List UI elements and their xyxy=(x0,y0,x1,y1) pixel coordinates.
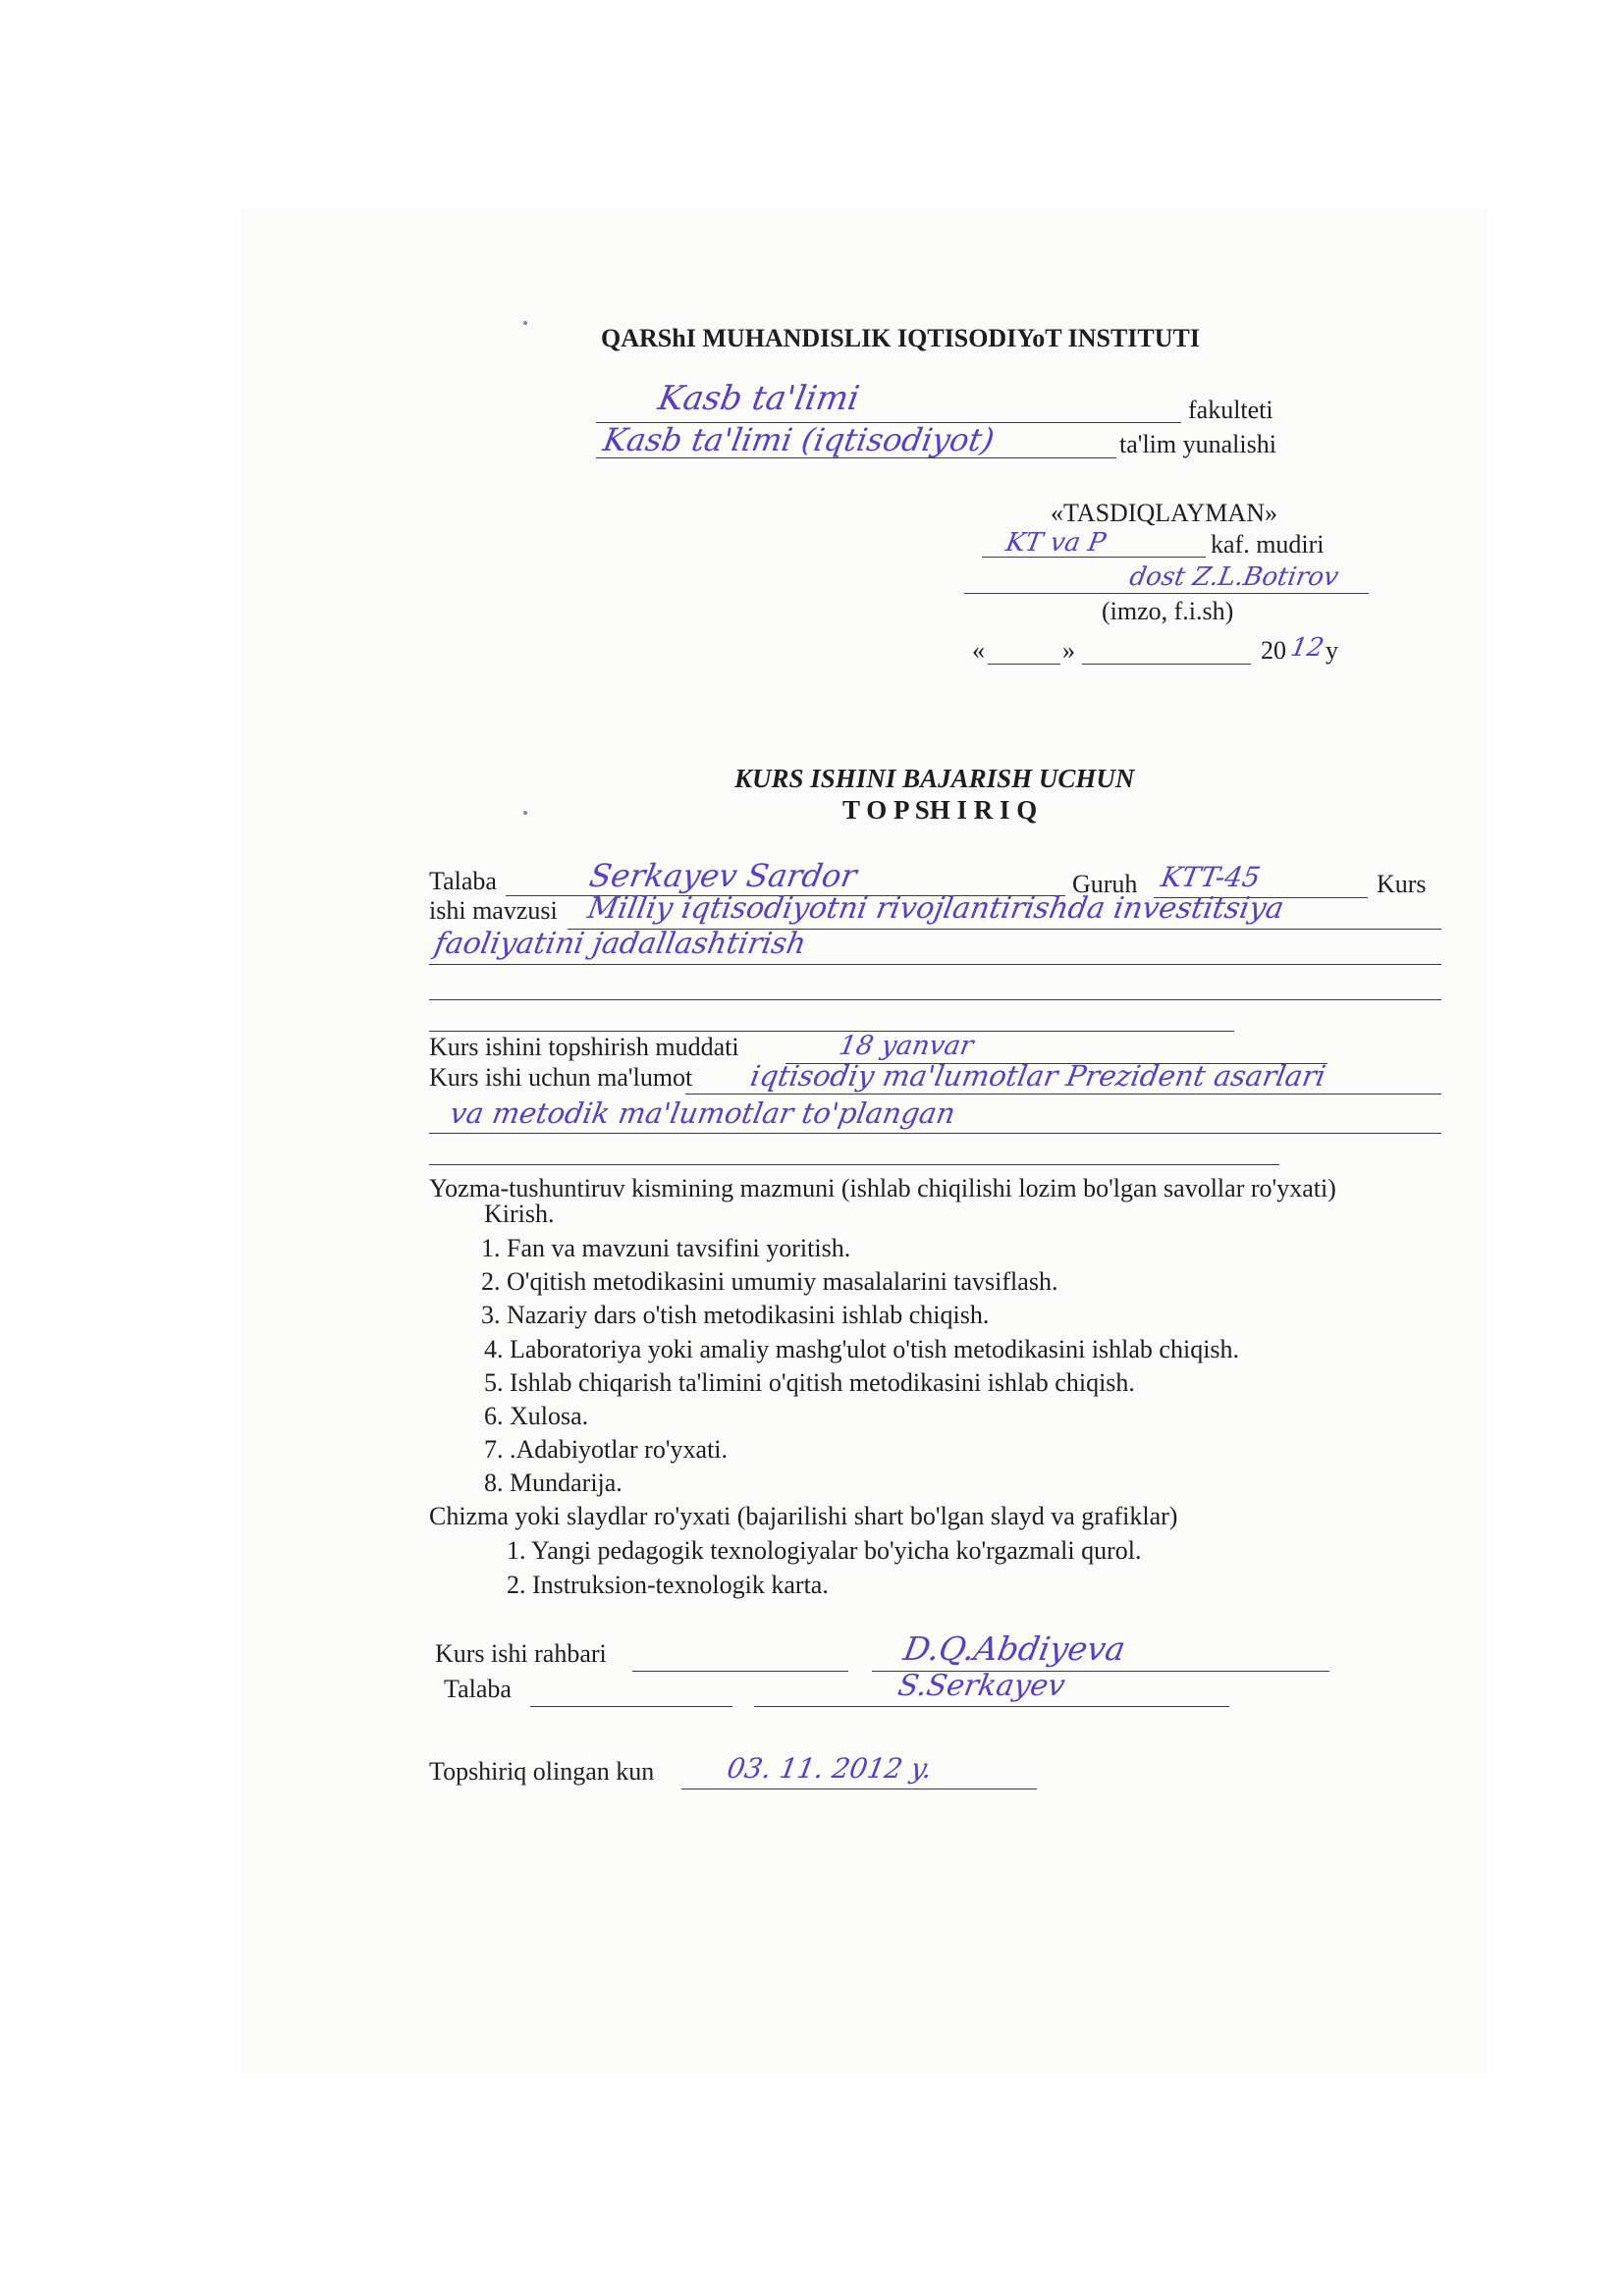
institute-title: QARShI MUHANDISLIK IQTISODIYoT INSTITUTI xyxy=(601,324,1200,352)
info-underline-2 xyxy=(429,1133,1441,1134)
topic-underline-2 xyxy=(429,964,1441,965)
group-value: KTT-45 xyxy=(1159,861,1264,893)
student-value: Serkayev Sardor xyxy=(586,857,860,894)
signer-value: dost Z.L.Botirov xyxy=(1127,562,1341,592)
direction-value: Kasb ta'limi (iqtisodiyot) xyxy=(600,421,998,458)
received-value: 03. 11. 2012 y. xyxy=(725,1752,935,1785)
approval-title: «TASDIQLAYMAN» xyxy=(1051,499,1277,527)
signer-underline xyxy=(964,593,1369,594)
signature-student-label: Talaba xyxy=(444,1675,512,1703)
paper-speck xyxy=(523,321,527,325)
info-line1: iqtisodiy ma'lumotlar Prezident asarlari xyxy=(747,1059,1328,1093)
topic-line1: Milliy iqtisodiyotni rivojlantirishda investitsiya xyxy=(584,891,1287,926)
list-item: 3. Nazariy dars o'tish metodikasini ishlab chiqish. xyxy=(481,1301,990,1329)
date-year-printed: 20 xyxy=(1261,636,1286,665)
supervisor-label: Kurs ishi rahbari xyxy=(435,1639,607,1668)
deadline-label: Kurs ishini topshirish muddati xyxy=(429,1033,739,1061)
kurs-label: Kurs xyxy=(1377,870,1427,898)
signature-student-value: S.Serkayev xyxy=(894,1669,1068,1703)
date-year-suffix: y xyxy=(1326,636,1338,665)
list-item: 6. Xulosa. xyxy=(484,1402,589,1430)
signature-student-name-underline xyxy=(754,1706,1229,1707)
deadline-value: 18 yanvar xyxy=(837,1031,976,1061)
info-line2: va metodik ma'lumotlar to'plangan xyxy=(447,1096,958,1130)
topic-underline-3 xyxy=(429,999,1441,1000)
drawings-heading: Chizma yoki slaydlar ro'yxati (bajarilishi shart bo'lgan slayd va grafiklar) xyxy=(429,1502,1178,1530)
list-item: 8. Mundarija. xyxy=(484,1468,623,1497)
info-underline-3 xyxy=(429,1164,1279,1165)
date-day-underline xyxy=(988,664,1060,665)
list-item: 1. Yangi pedagogik texnologiyalar bo'yicha ko'rgazmali qurol. xyxy=(507,1536,1142,1565)
list-item: 2. O'qitish metodikasini umumiy masalalarini tavsiflash. xyxy=(481,1267,1058,1296)
faculty-label: fakulteti xyxy=(1188,396,1273,424)
date-open-quote: « xyxy=(972,636,985,665)
paper-speck xyxy=(523,811,527,815)
supervisor-value: D.Q.Abdiyeva xyxy=(900,1629,1129,1668)
task-heading-line2: T O P SH I R I Q xyxy=(842,795,1038,825)
direction-label: ta'lim yunalishi xyxy=(1119,430,1276,458)
list-item: 2. Instruksion-texnologik karta. xyxy=(507,1571,829,1599)
date-close-quote: » xyxy=(1062,636,1075,665)
document-sheet xyxy=(241,208,1488,2073)
signature-student-sign-underline xyxy=(530,1706,732,1707)
topic-underline-4 xyxy=(429,1031,1234,1032)
student-label: Talaba xyxy=(429,867,497,895)
date-year-hand: 12 xyxy=(1288,633,1326,663)
topic-label: ishi mavzusi xyxy=(429,896,558,925)
list-item: 4. Laboratoriya yoki amaliy mashg'ulot o'tish metodikasini ishlab chiqish. xyxy=(484,1335,1240,1363)
task-heading-line1: KURS ISHINI BAJARISH UCHUN xyxy=(734,764,1135,793)
list-item: 1. Fan va mavzuni tavsifini yoritish. xyxy=(481,1234,851,1262)
info-underline-1 xyxy=(685,1094,1441,1095)
sign-caption: (imzo, f.i.sh) xyxy=(1102,597,1234,625)
list-item: 7. .Adabiyotlar ro'yxati. xyxy=(484,1435,729,1464)
group-label: Guruh xyxy=(1072,870,1138,898)
contents-intro: Kirish. xyxy=(484,1200,555,1228)
dept-value: KT va P xyxy=(1003,528,1109,558)
info-label: Kurs ishi uchun ma'lumot xyxy=(429,1063,693,1092)
faculty-value: Kasb ta'limi xyxy=(655,379,863,418)
supervisor-sign-underline xyxy=(632,1671,848,1672)
received-label: Topshiriq olingan kun xyxy=(429,1757,655,1786)
contents-heading: Yozma-tushuntiruv kismining mazmuni (ishlab chiqilishi lozim bo'lgan savollar ro'yxati) xyxy=(429,1174,1336,1202)
topic-line2: faoliyatini jadallashtirish xyxy=(431,927,809,961)
list-item: 5. Ishlab chiqarish ta'limini o'qitish metodikasini ishlab chiqish. xyxy=(484,1368,1135,1397)
date-month-underline xyxy=(1082,664,1251,665)
dept-label: kaf. mudiri xyxy=(1211,530,1325,559)
